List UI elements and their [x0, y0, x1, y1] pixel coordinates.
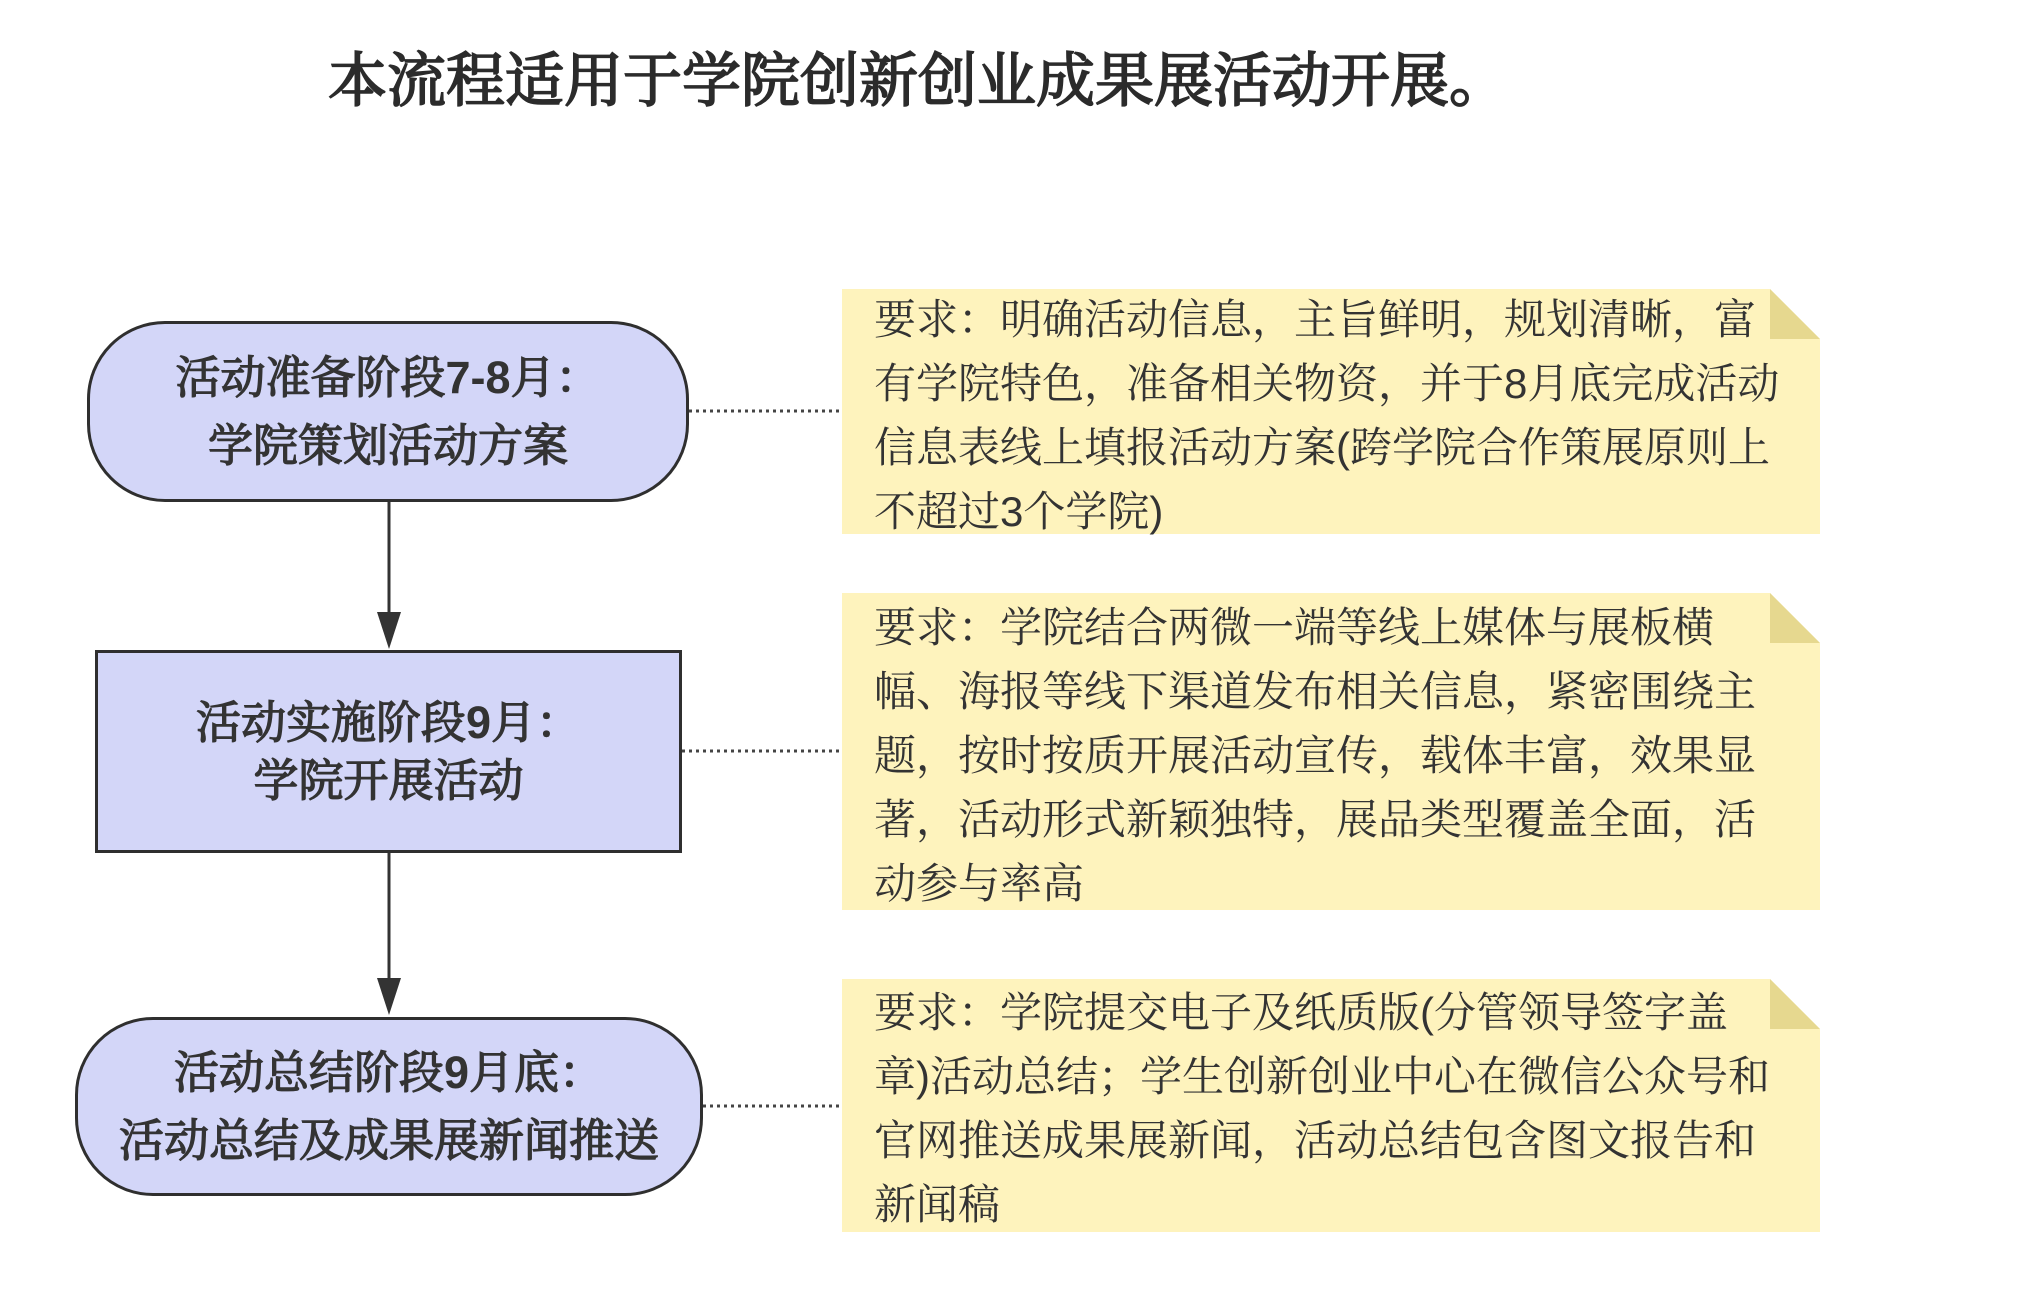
- note-text-line: 章)活动总结；学生创新创业中心在微信公众号和: [874, 1053, 1770, 1100]
- note-text-line: 著，活动形式新颖独特，展品类型覆盖全面，活: [874, 796, 1757, 843]
- step-label-line: 活动准备阶段7-8月：: [175, 351, 601, 403]
- step-preparation-box: [87, 321, 689, 502]
- note-text-line: 题，按时按质开展活动宣传，载体丰富，效果显: [874, 732, 1757, 779]
- note-text-line: 要求：明确活动信息，主旨鲜明，规划清晰，富: [874, 296, 1757, 343]
- note-text-line: 新闻稿: [874, 1181, 1001, 1228]
- note-text-line: 要求：学院结合两微一端等线上媒体与展板横: [874, 604, 1715, 651]
- note-text-line: 动参与率高: [874, 860, 1085, 907]
- step-implementation-box: [95, 650, 682, 853]
- requirement-note-implementation: [874, 596, 1756, 916]
- note-text-line: 不超过3个学院): [874, 488, 1164, 535]
- note-fold-implementation: [1770, 593, 1820, 643]
- arrowhead-2: [377, 978, 401, 1015]
- step-summary-box: [75, 1017, 703, 1196]
- requirement-note-preparation: [874, 288, 1779, 544]
- note-text-line: 要求：学院提交电子及纸质版(分管领导签字盖: [874, 989, 1728, 1036]
- step-label-line: 学院开展活动: [253, 754, 524, 806]
- requirement-note-summary: [874, 981, 1770, 1237]
- step-label-line: 活动总结及成果展新闻推送: [118, 1114, 659, 1166]
- note-text-line: 幅、海报等线下渠道发布相关信息，紧密围绕主: [874, 668, 1757, 715]
- step-label-line: 学院策划活动方案: [207, 419, 568, 471]
- note-fold-summary: [1770, 979, 1820, 1029]
- arrowhead-1: [377, 612, 401, 649]
- note-text-line: 信息表线上填报活动方案(跨学院合作策展原则上: [874, 424, 1770, 471]
- note-text-line: 有学院特色，准备相关物资，并于8月底完成活动: [874, 360, 1780, 407]
- diagram-title: 本流程适用于学院创新创业成果展活动开展。: [328, 48, 1509, 114]
- step-label-line: 活动实施阶段9月：: [195, 696, 582, 748]
- step-label-line: 活动总结阶段9月底：: [173, 1046, 605, 1098]
- note-text-line: 官网推送成果展新闻，活动总结包含图文报告和: [874, 1117, 1757, 1164]
